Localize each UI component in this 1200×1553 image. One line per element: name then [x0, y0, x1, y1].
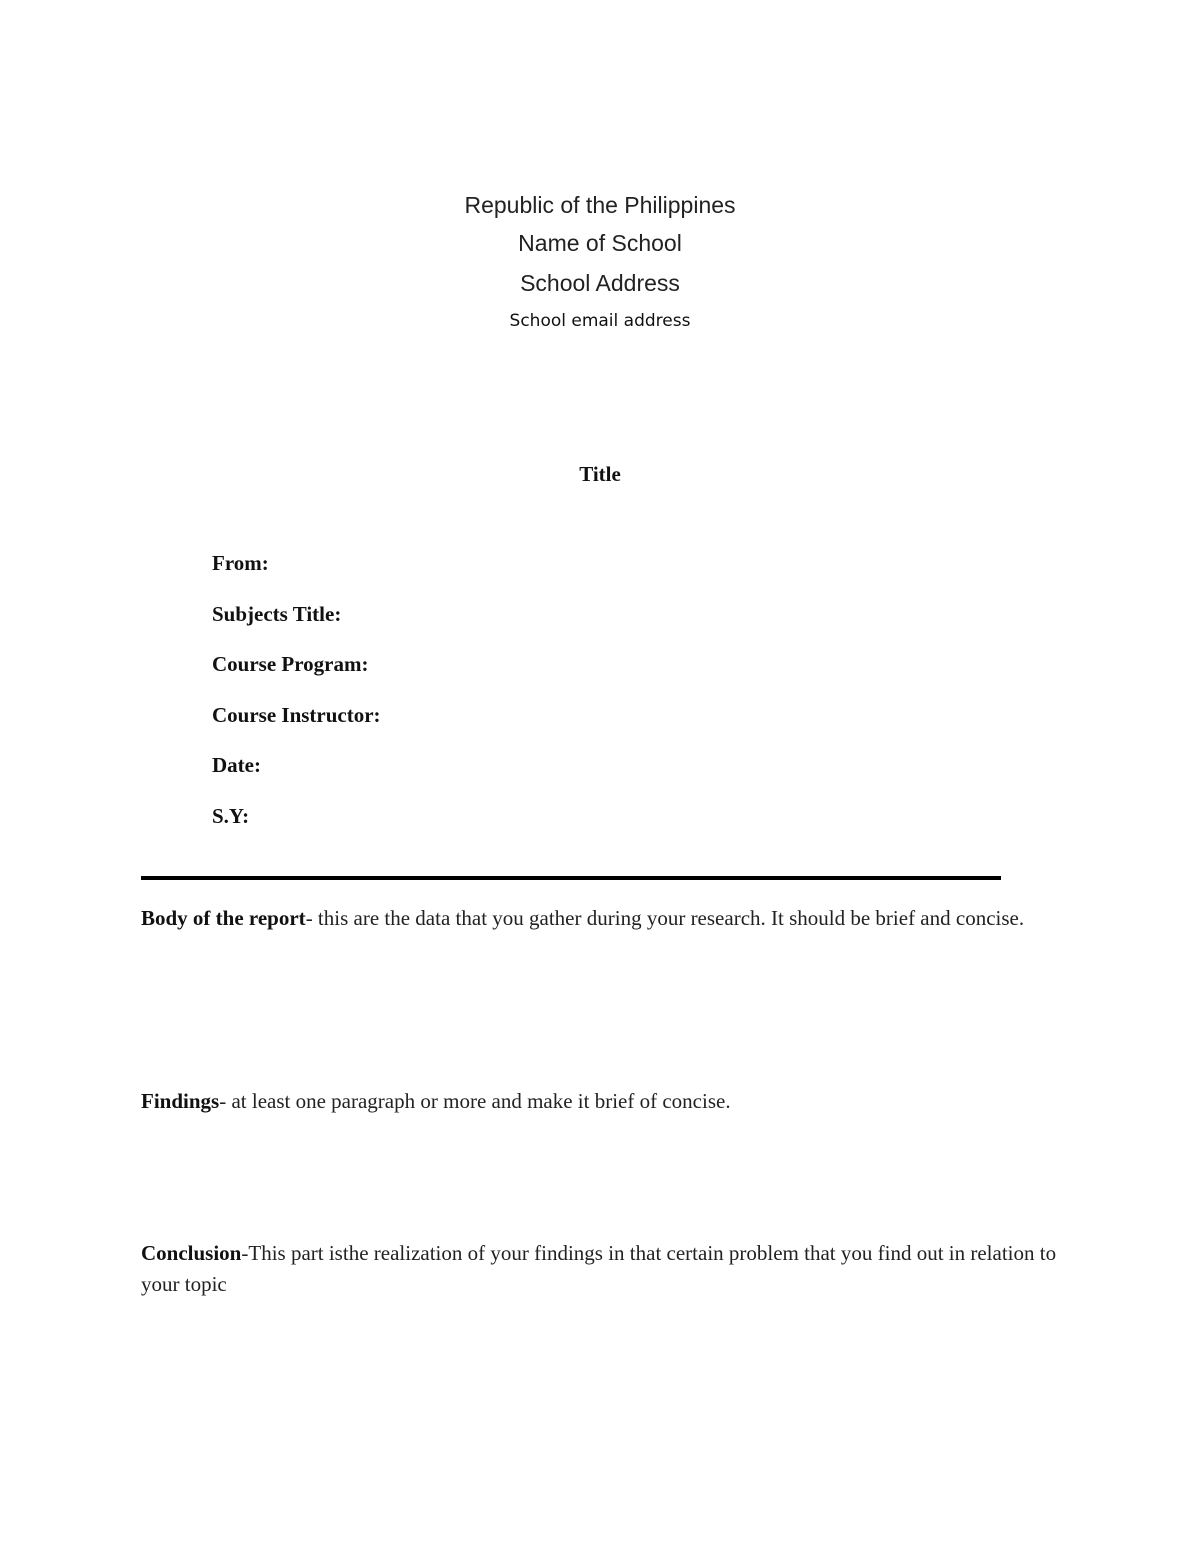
- section-findings-text: - at least one paragraph or more and make it brief of concise.: [219, 1089, 731, 1113]
- header-school-email: School email address: [509, 311, 691, 331]
- field-sy-label: S.Y:: [212, 804, 250, 828]
- section-conclusion-heading: Conclusion: [141, 1241, 242, 1265]
- document-title: Title: [579, 462, 621, 486]
- section-body-heading: Body of the report: [141, 906, 306, 930]
- field-from-label: From:: [212, 551, 269, 575]
- section-findings-heading: Findings: [141, 1089, 220, 1113]
- section-conclusion: [141, 1238, 1071, 1300]
- section-body-text: - this are the data that you gather during your research. It should be brief and concise.: [305, 906, 1025, 930]
- section-findings: [141, 1086, 1071, 1117]
- header-country: Republic of the Philippines: [464, 192, 736, 218]
- section-body-of-report: [141, 903, 1071, 934]
- field-course-instructor-label: Course Instructor:: [212, 703, 381, 727]
- section-conclusion-text: -This part isthe realization of your findings in that certain problem that you find out in relation to your topic: [141, 1241, 1057, 1296]
- field-date-label: Date:: [212, 753, 261, 777]
- header-school-name: Name of School: [518, 230, 682, 256]
- field-subjects-title-label: Subjects Title:: [212, 602, 342, 626]
- horizontal-rule: [141, 876, 1001, 880]
- header-school-address: School Address: [520, 270, 680, 296]
- field-course-program-label: Course Program:: [212, 652, 369, 676]
